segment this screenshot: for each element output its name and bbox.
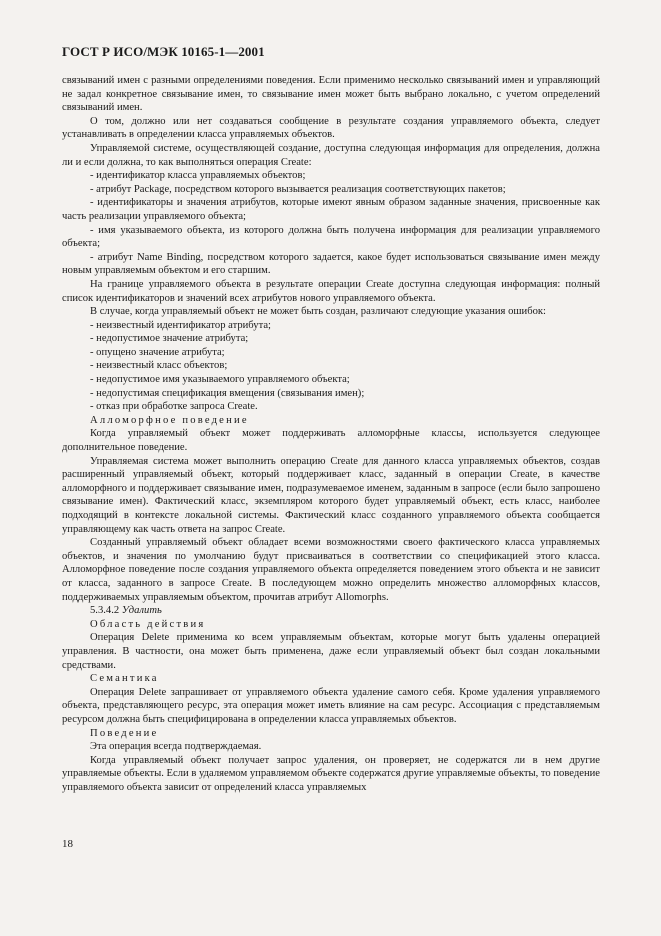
list-item: - атрибут Package, посредством которого вызывается реализация соответствующих пакетов; xyxy=(90,183,506,195)
page-number: 18 xyxy=(62,838,73,850)
list-item: - имя указываемого объекта, из которого должна быть получена информация для реализации управляемого объекта; xyxy=(62,224,600,250)
paragraph: Эта операция всегда подтверждаемая. xyxy=(90,741,262,753)
paragraph: Операция Delete запрашивает от управляемого объекта удаление самого себя. Кроме удаления управляемого объекта, представляющего ресурс, эта операция может иметь влияние на сам ресурс. Ассоциация с представляемым ресурсом должна быть специфицирована в определении класса управляемых объектов. xyxy=(62,686,600,725)
section-subheading: Семантика xyxy=(90,673,159,685)
paragraph: Когда управляемый объект получает запрос удаления, он проверяет, не содержатся ли в нем другие управляемые объекты. Если в удаляемом управляемом объекте содержатся другие управляемые объекты, то поведение управляемого объекта зависит от определений класса управляемых xyxy=(62,754,600,793)
paragraph: На границе управляемого объекта в результате операции Create доступна следующая информация: полный список идентификаторов и значений всех атрибутов нового управляемого объекта. xyxy=(62,278,600,304)
list-item: - опущено значение атрибута; xyxy=(90,346,225,358)
paragraph: Управляемой системе, осуществляющей создание, доступна следующая информация для определения, должна ли и если должна, то как выполняться операция Create: xyxy=(62,142,600,168)
paragraph: Созданный управляемый объект обладает всеми возможностями своего фактического класса управляемых объектов, и значения по умолчанию будут присваиваться в соответствии со спецификацией этого класса. Алломорфное поведение после создания управляемого объекта определяется поведением этого объекта и не зависит от класса, заданного в запросе Create. В последующем можно определить множество алломорфных классов, поддерживаемых управляемым объектом, прочитав атрибут Allomorphs. xyxy=(62,537,600,603)
list-item: - недопустимое имя указываемого управляемого объекта; xyxy=(90,374,350,386)
paragraph: 5.3.4.2 Удалить xyxy=(90,605,162,617)
paragraph: Операция Delete применима ко всем управляемым объектам, которые могут быть удалены операцией управления. В частности, она может быть применена, даже если управляемый объект был создан локальными средствами. xyxy=(62,632,600,671)
paragraph: Когда управляемый объект может поддерживать алломорфные классы, используется следующее дополнительное поведение. xyxy=(62,428,600,454)
paragraph: О том, должно или нет создаваться сообщение в результате создания управляемого объекта, следует устанавливать в определении класса управляемых объектов. xyxy=(62,115,600,141)
section-subheading: Область действия xyxy=(90,618,206,630)
list-item: - идентификатор класса управляемых объектов; xyxy=(90,170,306,182)
section-subheading: Поведение xyxy=(90,727,159,739)
paragraph: Управляемая система может выполнить операцию Create для данного класса управляемых объектов, создав расширенный управляемый объект, который поддерживает класс, заданный в операции Create, в качестве алломорфного и поддерживает связывание имен, подразумеваемое именем, заданным в запросе (если было запрошено связывание имен). Фактический класс, экземпляром которого будет управляемый объект, есть класс, наиболее подходящий в контексте локальной системы. Фактический класс созданного управляемого объекта сообщается управляющему как часть ответа на запрос Create. xyxy=(62,455,600,535)
document-body xyxy=(62,74,600,794)
list-item: - идентификаторы и значения атрибутов, которые имеют явным образом заданные значения, присвоенные как часть реализации управляемого объекта; xyxy=(62,197,600,222)
list-item: - неизвестный класс объектов; xyxy=(90,360,228,372)
section-subheading: Алломорфное поведение xyxy=(90,414,249,426)
list-item: - недопустимая спецификация вмещения (связывания имен); xyxy=(90,387,365,399)
list-item: - неизвестный идентификатор атрибута; xyxy=(90,319,271,331)
list-item: - отказ при обработке запроса Create. xyxy=(90,401,258,413)
list-item: - атрибут Name Binding, посредством которого задается, какое будет использоваться связывание имен между новым управляемым объектом и его старшим. xyxy=(62,251,600,277)
document-header: ГОСТ Р ИСО/МЭК 10165-1—2001 xyxy=(62,44,265,59)
list-item: - недопустимое значение атрибута; xyxy=(90,333,249,345)
paragraph: связываний имен с разными определениями поведения. Если применимо несколько связываний имен и управляющий не задал конкретное связывание имен, то связывание имен может быть выбрано локально, с учетом определений связываний имен. xyxy=(62,75,600,114)
paragraph: В случае, когда управляемый объект не может быть создан, различают следующие указания ошибок: xyxy=(90,306,546,318)
